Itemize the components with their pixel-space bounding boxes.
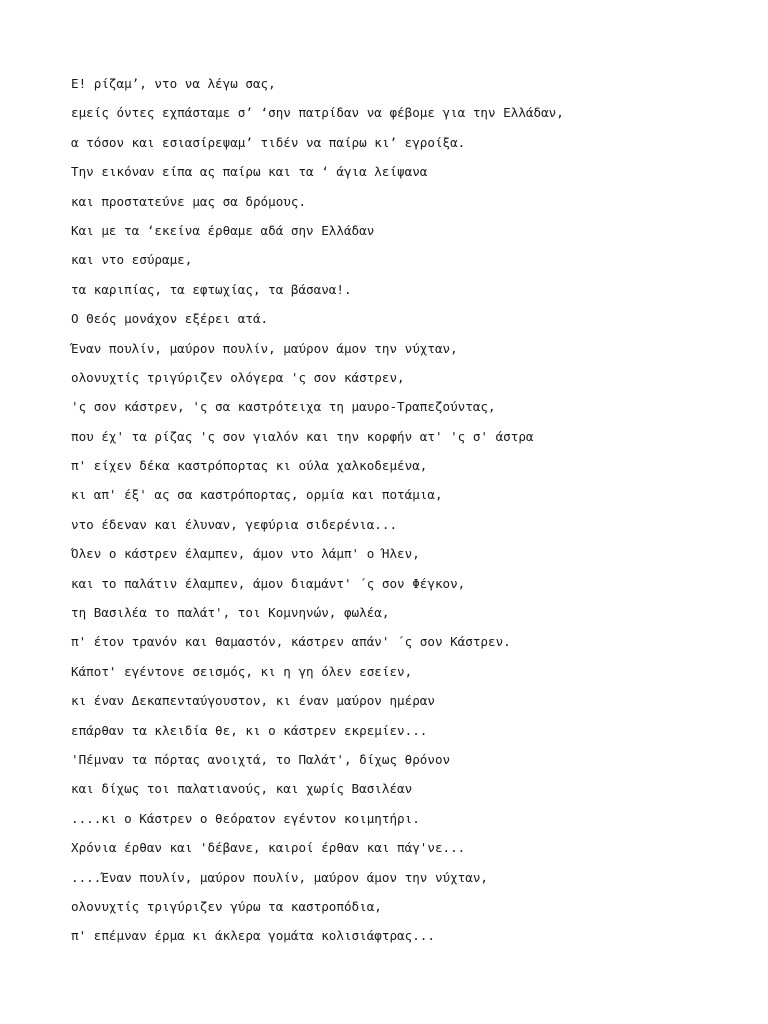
- text-line: και το παλάτιν έλαμπεν, άμον διαμάντ' ΄ς σον Φέγκον,: [71, 575, 466, 591]
- text-line: ....Έναν πουλίν, μαύρον πουλίν, μαύρον άμον την νύχταν,: [71, 869, 489, 885]
- text-line: τη Βασιλέα το παλάτ', τοι Κομνηνών, φωλέα,: [71, 605, 390, 621]
- text-line: κι έναν Δεκαπενταύγουστον, κι έναν μαύρον ημέραν: [71, 693, 435, 709]
- text-line: π' είχεν δέκα καστρόπορτας κι ούλα χαλκοδεμένα,: [71, 458, 428, 474]
- text-line: Κάποτ' εγέντονε σεισμός, κι η γη όλεν εσείεν,: [71, 663, 413, 679]
- text-line: και ντο εσύραμε,: [71, 252, 193, 268]
- text-line: κι απ' έξ' ας σα καστρόπορτας, ορμία και ποτάμια,: [71, 487, 443, 503]
- text-line: π' έτον τρανόν και θαμαστόν, κάστρεν απάν' ΄ς σον Κάστρεν.: [71, 634, 511, 650]
- text-line: Την εικόναν είπα ας παίρω και τα ‘ άγια λείψανα: [71, 164, 428, 180]
- text-line: εμείς όντες εχπάσταμε σ’ ‘σην πατρίδαν να φέβομε για την Ελλάδαν,: [71, 105, 564, 121]
- text-line: Όλεν ο κάστρεν έλαμπεν, άμον ντο λάμπ' ο Ήλεν,: [71, 546, 420, 562]
- text-line: Ο Θεός μονάχον εξέρει ατά.: [71, 311, 269, 327]
- text-line: Έναν πουλίν, μαύρον πουλίν, μαύρον άμον την νύχταν,: [71, 340, 458, 356]
- text-line: 'ς σον κάστρεν, 'ς σα καστρότειχα τη μαυρο-Τραπεζούντας,: [71, 399, 496, 415]
- text-line: α τόσον και εσιασίρεψαμ’ τιδέν να παίρω κι’ εγροίξα.: [71, 134, 466, 150]
- poem-text: [71, 69, 751, 951]
- text-line: ολονυχτίς τριγύριζεν γύρω τα καστροπόδια,: [71, 898, 382, 914]
- text-line: που έχ' τα ρίζας 'ς σον γιαλόν και την κορφήν ατ' 'ς σ' άστρα: [71, 428, 534, 444]
- text-line: ολονυχτίς τριγύριζεν ολόγερα 'ς σον κάστρεν,: [71, 369, 405, 385]
- text-line: 'Πέμναν τα πόρτας ανοιχτά, το Παλάτ', δίχως θρόνον: [71, 751, 451, 767]
- text-line: Ε! ρίζαμ’, ντο να λέγω σας,: [71, 76, 276, 91]
- text-line: ντο έδεναν και έλυναν, γεφύρια σιδερένια...: [71, 516, 398, 532]
- text-line: τα καριπίας, τα εφτωχίας, τα βάσανα!.: [71, 281, 352, 297]
- text-line: Και με τα ‘εκείνα έρθαμε αδά σην Ελλάδαν: [71, 222, 375, 238]
- text-line: και δίχως τοι παλατιανούς, και χωρίς Βασιλέαν: [71, 781, 413, 797]
- text-line: Χρόνια έρθαν και 'δέβανε, καιροί έρθαν και πάγ'νε...: [71, 840, 466, 856]
- text-line: ....κι ο Κάστρεν ο θεόρατον εγέντον κοιμητήρι.: [71, 810, 420, 826]
- text-line: επάρθαν τα κλειδία θε, κι ο κάστρεν εκρεμίεν...: [71, 722, 428, 738]
- text-line: π' επέμναν έρμα κι άκλερα γομάτα κολισιάφτρας...: [71, 928, 435, 944]
- text-line: και προστατεύνε μας σα δρόμους.: [71, 193, 307, 209]
